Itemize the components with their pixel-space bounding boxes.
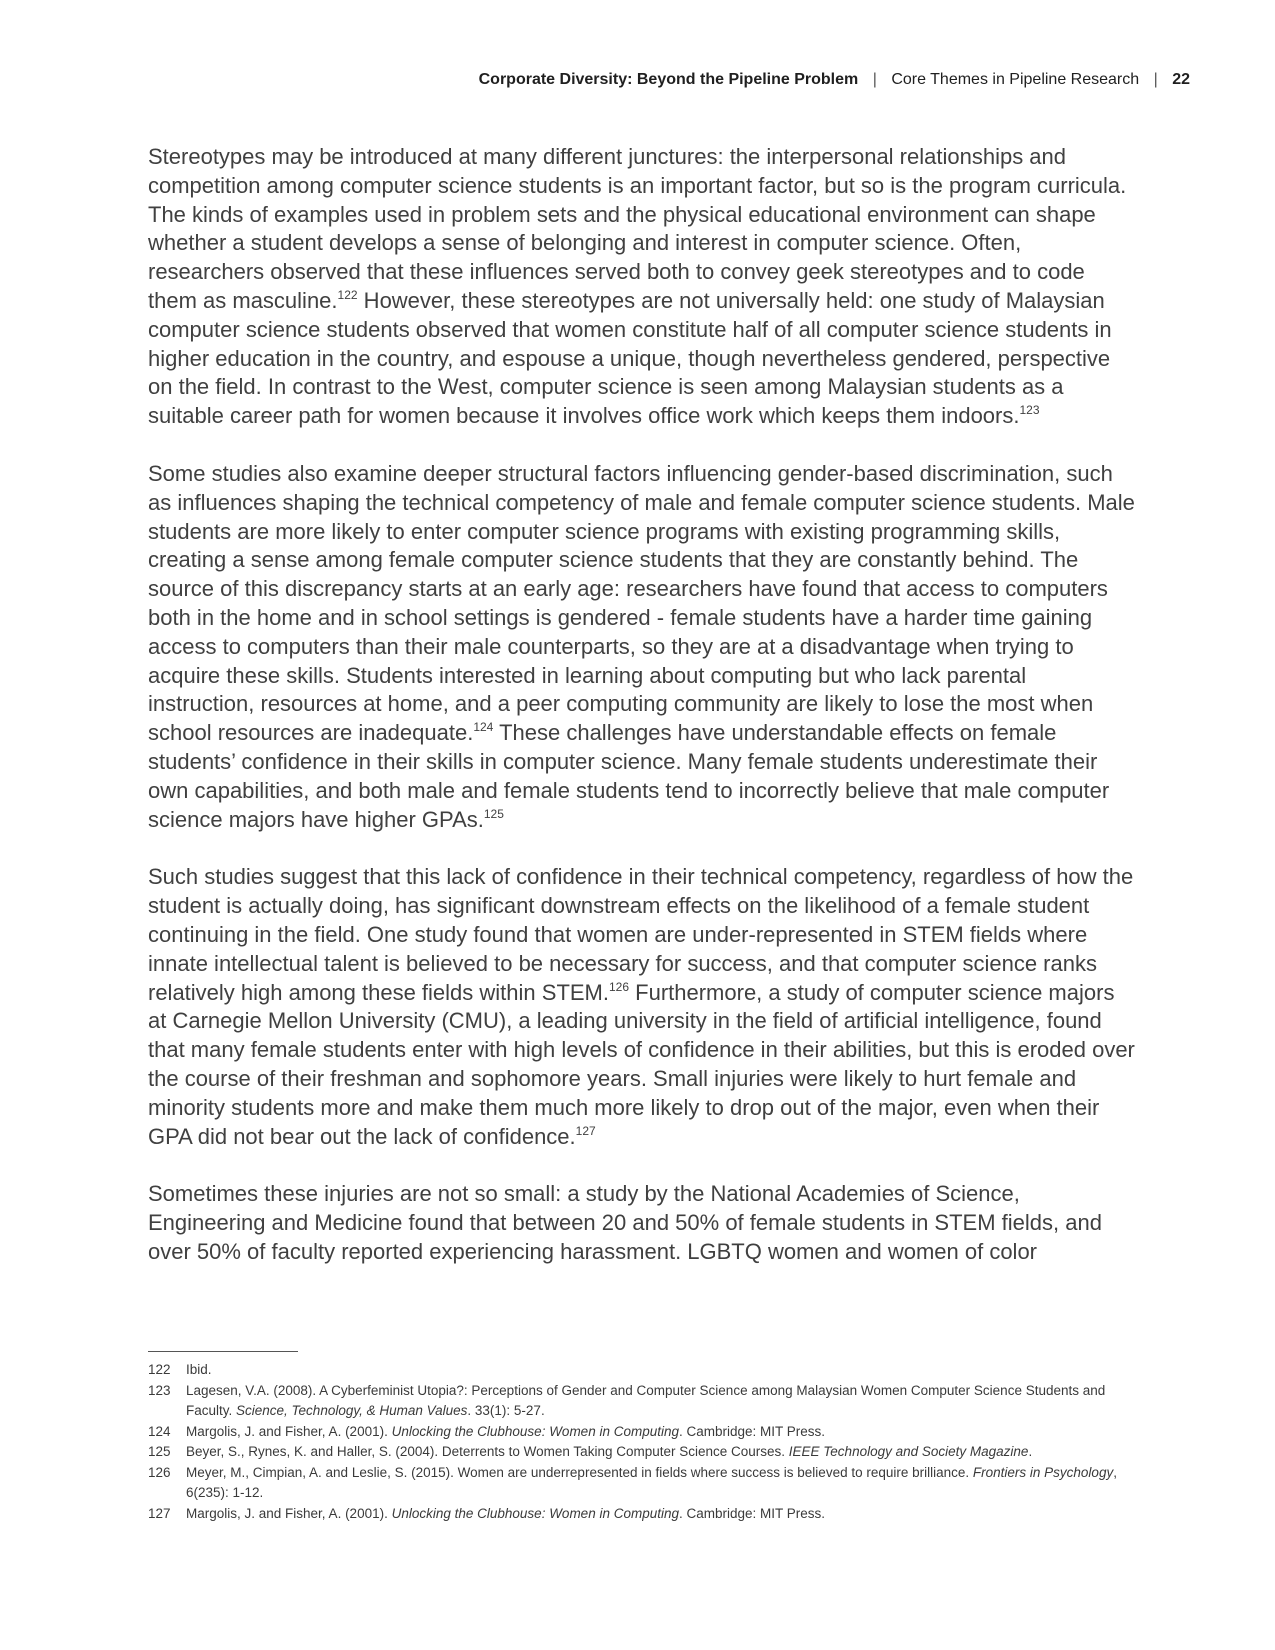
- footnote-citation: Margolis, J. and Fisher, A. (2001).: [186, 1423, 392, 1439]
- footnote-number: 126: [148, 1464, 171, 1480]
- footnote-source-title: Science, Technology, & Human Values: [236, 1403, 468, 1418]
- paragraph-2: [148, 460, 1138, 834]
- footnote-number: 125: [148, 1444, 171, 1459]
- footnote-text: [186, 1360, 1138, 1381]
- footnote-citation-tail: . Cambridge: MIT Press.: [679, 1505, 826, 1521]
- footnote-citation: Beyer, S., Rynes, K. and Haller, S. (2004). Deterrents to Women Taking Computer Science Courses.: [186, 1444, 789, 1459]
- footnote-citation: Ibid.: [186, 1362, 212, 1377]
- body-text: [148, 143, 1138, 1296]
- footnote-number: 123: [148, 1382, 171, 1398]
- footnote-122: [148, 1360, 1138, 1381]
- footnote-ref-126[interactable]: 126: [609, 979, 630, 994]
- footnote-ref-123[interactable]: 123: [1019, 403, 1040, 418]
- footnote-ref-127[interactable]: 127: [575, 1123, 596, 1138]
- footnote-number: 122: [148, 1362, 171, 1377]
- footnote-123: [148, 1381, 1138, 1422]
- footnote-citation: Meyer, M., Cimpian, A. and Leslie, S. (2015). Women are underrepresented in fields where success is believed to require brilliance.: [186, 1464, 973, 1480]
- footnote-number: 127: [148, 1505, 171, 1521]
- footnote-number: 124: [148, 1423, 171, 1439]
- paragraph-4: [148, 1180, 1138, 1266]
- footnote-citation: Lagesen, V.A. (2008). A Cyberfeminist Utopia?: Perceptions of Gender and Computer Science among Malaysian Women Computer Science Students and Faculty.: [186, 1382, 1106, 1418]
- footnote-source-title: Frontiers in Psychology: [972, 1464, 1114, 1480]
- footnote-divider: [148, 1351, 298, 1352]
- footnote-source-title: Unlocking the Clubhouse: Women in Computing: [391, 1505, 679, 1521]
- paragraph-3: [148, 863, 1138, 1151]
- footnote-text: [186, 1442, 1138, 1463]
- paragraph-text: These challenges have understandable effects on female students’ confidence in their skills in computer science. Many female students underestimate their own capabilities, and both male and female students tend to incorrectly believe that male computer science majors have higher GPAs.: [148, 720, 1110, 832]
- footnote-ref-122[interactable]: 122: [337, 287, 358, 302]
- header-separator: |: [872, 71, 877, 88]
- page-number: 22: [1172, 71, 1190, 88]
- footnote-127: [148, 1504, 1138, 1525]
- footnote-text: [186, 1381, 1138, 1422]
- footnote-citation-tail: . Cambridge: MIT Press.: [679, 1423, 826, 1439]
- footnote-126: [148, 1463, 1138, 1504]
- document-title: Corporate Diversity: Beyond the Pipeline Problem: [478, 71, 859, 88]
- paragraph-text: However, these stereotypes are not universally held: one study of Malaysian computer science students observed that women constitute half of all computer science students in higher education in the country, and espouse a unique, though nevertheless gendered, perspective on the field. In contrast to the West, computer science is seen among Malaysian students as a suitable career path for women because it involves office work which keeps them indoors.: [148, 287, 1112, 429]
- paragraph-text: Sometimes these injuries are not so small: a study by the National Academies of Science, Engineering and Medicine found that between 20 and 50% of female students in STEM fields, and over 50% of faculty reported experiencing harassment. LGBTQ women and women of color: [148, 1181, 1102, 1264]
- footnotes: [148, 1360, 1138, 1524]
- paragraph-text: Some studies also examine deeper structural factors influencing gender-based discrimination, such as influences shaping the technical competency of male and female computer science students. Male students are more likely to enter computer science programs with existing programming skills, creating a sense among female computer science students that they are constantly behind. The source of this discrepancy starts at an early age: researchers have found that access to computers both in the home and in school settings is gendered - female students have a harder time gaining access to computers than their male counterparts, so they are at a disadvantage when trying to acquire these skills. Students interested in learning about computing but who lack parental instruction, resources at home, and a peer computing community are likely to lose the most when school resources are inadequate.: [148, 460, 1135, 746]
- footnote-citation: Margolis, J. and Fisher, A. (2001).: [186, 1505, 392, 1521]
- footnote-citation-tail: . 33(1): 5-27.: [467, 1403, 545, 1418]
- running-header: [479, 70, 1190, 90]
- paragraph-1: [148, 143, 1138, 431]
- footnote-text: [186, 1504, 1138, 1525]
- footnote-ref-125[interactable]: 125: [483, 806, 504, 821]
- footnote-125: [148, 1442, 1138, 1463]
- paragraph-text: Furthermore, a study of computer science majors at Carnegie Mellon University (CMU), a leading university in the field of artificial intelligence, found that many female students enter with high levels of confidence in their abilities, but this is eroded over the course of their freshman and sophomore years. Small injuries were likely to hurt female and minority students more and make them much more likely to drop out of the major, even when their GPA did not bear out the lack of confidence.: [148, 979, 1135, 1149]
- footnote-text: [186, 1422, 1138, 1443]
- section-title: Core Themes in Pipeline Research: [891, 71, 1140, 88]
- footnote-citation-tail: .: [1028, 1444, 1033, 1459]
- footnote-ref-124[interactable]: 124: [473, 720, 494, 735]
- paragraph-text: Such studies suggest that this lack of confidence in their technical competency, regardless of how the student is actually doing, has significant downstream effects on the likelihood of a female student continuing in the field. One study found that women are under-represented in STEM fields where innate intellectual talent is believed to be necessary for success, and that computer science ranks relatively high among these fields within STEM.: [148, 864, 1134, 1005]
- footnote-citation-tail: , 6(235): 1-12.: [186, 1464, 1117, 1500]
- footnote-124: [148, 1422, 1138, 1443]
- header-separator: |: [1153, 71, 1158, 88]
- paragraph-text: Stereotypes may be introduced at many different junctures: the interpersonal relationships and competition among computer science students is an important factor, but so is the program curricula. The kinds of examples used in problem sets and the physical educational environment can shape whether a student develops a sense of belonging and interest in computer science. Often, researchers observed that these influences served both to convey geek stereotypes and to code them as masculine.: [148, 144, 1127, 313]
- footnote-source-title: IEEE Technology and Society Magazine: [788, 1444, 1029, 1459]
- footnote-text: [186, 1463, 1138, 1504]
- footnote-source-title: Unlocking the Clubhouse: Women in Computing: [391, 1423, 679, 1439]
